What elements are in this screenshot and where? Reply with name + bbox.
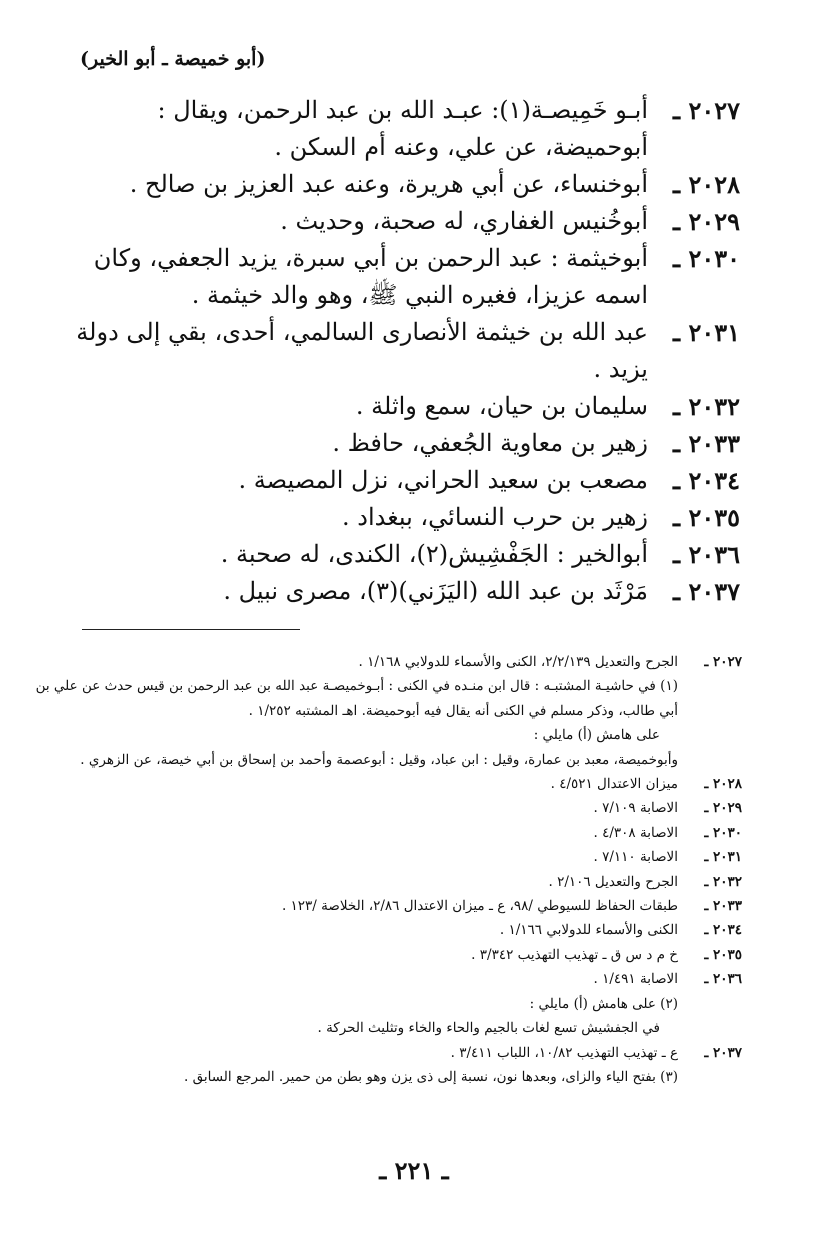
footnote-text: ع ـ تهذيب التهذيب ١٠/٨٢، اللباب ٣/٤١١ .: [450, 1044, 678, 1061]
entry-item: [50, 92, 740, 166]
footnote-separator: [82, 629, 300, 630]
footnote-item: [24, 796, 742, 820]
footnote-number: ٢٠٣٠ ـ: [704, 824, 742, 841]
footnote-text: الجرح والتعديل ٢/١٠٦ .: [548, 873, 678, 890]
footnote-number: [678, 748, 742, 772]
running-title: (أبو خميصة ـ أبو الخير): [80, 48, 266, 70]
footnote-item: [24, 1016, 742, 1040]
entry-text: أبوخُنيس الغفاري، له صحبة، وحديث .: [280, 207, 648, 235]
entry-number: ٢٠٣١ ـ: [673, 318, 740, 347]
footnote-item: [24, 748, 742, 772]
footnote-item: [24, 845, 742, 869]
footnote-number: ٢٠٢٩ ـ: [704, 800, 742, 817]
footnote-number: [678, 992, 742, 1016]
footnote-text: (٢) على هامش (أ) مايلي :: [529, 995, 678, 1012]
entry-item: [50, 499, 740, 536]
footnote-number: ٢٠٣٢ ـ: [704, 873, 742, 890]
entry-text: أبوخيثمة : عبد الرحمن بن أبي سبرة، يزيد الجعفي، وكان اسمه عزيزا، فغيره النبي ﷺ، وهو والد خيثمة .: [93, 244, 648, 309]
footnote-text: الكنى والأسماء للدولابي ١/١٦٦ .: [499, 922, 678, 939]
entry-item: [50, 425, 740, 462]
footnote-text: الاصابة ٧/١٠٩ .: [593, 800, 678, 817]
entry-number: ٢٠٣٠ ـ: [673, 244, 740, 273]
footnote-number: [678, 1016, 742, 1040]
footnote-number: [678, 674, 742, 723]
footnote-item: [24, 918, 742, 942]
footnote-number: ٢٠٢٨ ـ: [704, 776, 742, 793]
entry-text: أبوخنساء، عن أبي هريرة، وعنه عبد العزيز بن صالح .: [129, 170, 648, 198]
footnote-item: [24, 674, 742, 723]
footnote-item: [24, 1065, 742, 1089]
footnote-item: [24, 992, 742, 1016]
footnote-item: [24, 870, 742, 894]
entry-text: أبـو خَمِيصـة(١): عبـد الله بن عبد الرحمن، ويقال : أبوحميضة، عن علي، وعنه أم السكن .: [157, 96, 648, 161]
entry-number: ٢٠٢٧ ـ: [673, 96, 740, 125]
footnote-list: [24, 650, 742, 1089]
entry-list: [50, 92, 740, 610]
footnote-number: ٢٠٣٥ ـ: [704, 946, 742, 963]
footnote-text: في الجفشيش تسع لغات بالجيم والحاء والخاء وتثليث الحركة .: [317, 1020, 660, 1037]
entry-text: مَرْثَد بن عبد الله (اليَزَني)(٣)، مصرى نبيل .: [223, 577, 648, 605]
footnote-text: (٣) بفتح الياء والزاى، وبعدها نون، نسبة إلى ذى يزن وهو بطن من حمير. المرجع السابق .: [184, 1068, 678, 1085]
footnote-text: طبقات الحفاظ للسيوطي /٩٨، ع ـ ميزان الاعتدال ٢/٨٦، الخلاصة /١٢٣ .: [281, 898, 678, 915]
footnote-item: [24, 772, 742, 796]
footnote-item: [24, 943, 742, 967]
footnote-text: ميزان الاعتدال ٤/٥٢١ .: [550, 776, 678, 793]
footnote-number: ٢٠٣٧ ـ: [704, 1044, 742, 1061]
entry-item: [50, 388, 740, 425]
entry-text: مصعب بن سعيد الحراني، نزل المصيصة .: [238, 466, 648, 494]
footnote-number: ٢٠٢٧ ـ: [704, 654, 742, 670]
footnote-text: على هامش (أ) مايلي :: [533, 727, 660, 744]
footnote-number: [678, 723, 742, 747]
footnote-item: [24, 894, 742, 918]
footnote-text: الاصابة ٧/١١٠ .: [593, 849, 678, 866]
entry-item: [50, 166, 740, 203]
footnote-text: خ م د س ق ـ تهذيب التهذيب ٣/٣٤٢ .: [471, 946, 678, 963]
entry-number: ٢٠٣٦ ـ: [673, 540, 740, 569]
entry-text: سليمان بن حيان، سمع واثلة .: [355, 392, 648, 420]
footnote-number: ٢٠٣٣ ـ: [704, 898, 742, 915]
entry-number: ٢٠٣٥ ـ: [673, 503, 740, 532]
entry-text: عبد الله بن خيثمة الأنصارى السالمي، أحدى، بقي إلى دولة يزيد .: [76, 318, 648, 383]
entry-text: زهير بن معاوية الجُعفي، حافظ .: [332, 429, 648, 457]
footnote-text: الاصابة ١/٤٩١ .: [593, 971, 678, 988]
footnote-item: [24, 967, 742, 991]
footnote-item: [24, 1041, 742, 1065]
entry-number: ٢٠٢٨ ـ: [673, 170, 740, 199]
entry-text: زهير بن حرب النسائي، ببغداد .: [342, 503, 648, 531]
footnote-text: وأبوخميصة، معبد بن عمارة، وقيل : ابن عباد، وقيل : أبوعصمة وأحمد بن إسحاق بن أبي خيصة، عن الزهري .: [80, 751, 678, 768]
entry-number: ٢٠٣٧ ـ: [673, 577, 740, 606]
entry-item: [50, 203, 740, 240]
entry-text: أبوالخير : الجَفْشِيش(٢)، الكندى، له صحبة .: [220, 540, 648, 568]
entry-item: [50, 314, 740, 388]
entry-item: [50, 240, 740, 314]
entry-number: ٢٠٣٣ ـ: [673, 429, 740, 458]
footnote-item: [24, 650, 742, 674]
footnote-text: (١) في حاشيـة المشتبـه : قال ابن منـده في الكنى : أبـوخميصـة عبد الله بن عبد الرحمن بن قيس حدث عن علي بن أبي طالب، وذكر مسلم في الكنى أنه يقال فيه أبوحميضة. اهـ المشتبه ١/٢٥٢ .: [35, 678, 678, 719]
footnote-text: الجرح والتعديل ٢/٢/١٣٩، الكنى والأسماء للدولابي ١/١٦٨ .: [358, 654, 678, 670]
entry-number: ٢٠٣٤ ـ: [673, 466, 740, 495]
footnote-text: الاصابة ٤/٣٠٨ .: [593, 824, 678, 841]
page-number: ـ ٢٢١ ـ: [379, 1156, 449, 1185]
footnote-item: [24, 821, 742, 845]
entry-item: [50, 536, 740, 573]
entry-number: ٢٠٣٢ ـ: [673, 392, 740, 421]
entry-item: [50, 462, 740, 499]
footnote-number: ٢٠٣٦ ـ: [704, 971, 742, 988]
entry-item: [50, 573, 740, 610]
footnote-item: [24, 723, 742, 747]
footnote-number: ٢٠٣٤ ـ: [704, 922, 742, 939]
footnote-number: [678, 1065, 742, 1089]
footnote-number: ٢٠٣١ ـ: [704, 849, 742, 866]
entry-number: ٢٠٢٩ ـ: [673, 207, 740, 236]
